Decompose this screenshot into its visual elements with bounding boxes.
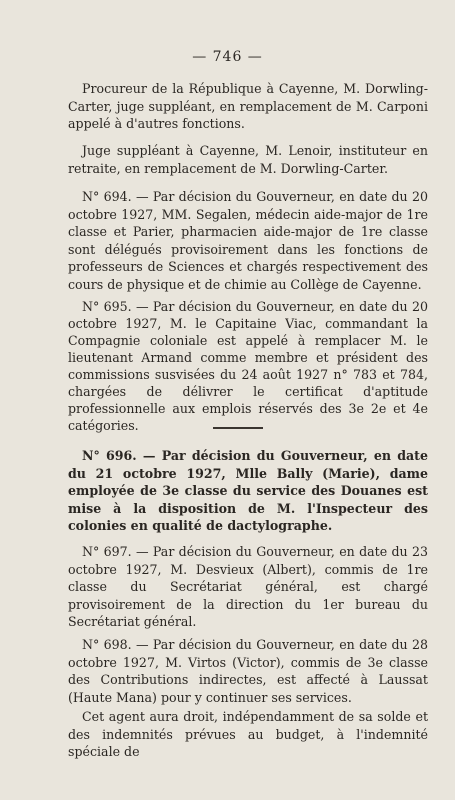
paragraph-decision-697: N° 697. — Par décision du Gouverneur, en date du 23 octobre 1927, M. Desvieux (Albert), commis de 1re classe du Secrétariat général, est chargé provisoirement de la direction du 1er bureau du Secrétariat général. <box>68 544 428 629</box>
paragraph-juge-suppleant: Juge suppléant à Cayenne, M. Lenoir, instituteur en retraite, en remplacement de M. Dorwling-Carter. <box>68 143 428 176</box>
section-divider <box>213 427 263 429</box>
paragraph-decision-696: N° 696. — Par décision du Gouverneur, en date du 21 octobre 1927, Mlle Bally (Marie), dame employée de 3e classe du service des Douanes est mise à la disposition de M. l'Inspecteur des colonies en qualité de dactylographe. <box>68 448 428 533</box>
paragraph-procureur: Procureur de la République à Cayenne, M. Dorwling-Carter, juge suppléant, en remplacement de M. Carponi appelé à d'autres fonctions. <box>68 81 428 131</box>
page-number: — 746 — <box>192 49 263 65</box>
paragraph-indemnite: Cet agent aura droit, indépendamment de sa solde et des indemnités prévues au budget, à l'indemnité spéciale de <box>68 709 428 759</box>
paragraph-decision-695: N° 695. — Par décision du Gouverneur, en date du 20 octobre 1927, M. le Capitaine Viac, commandant la Compagnie coloniale est appelé à remplacer M. le lieutenant Armand comme membre et président des commissions susvisées du 24 août 1927 n° 783 et 784, chargées de délivrer le certificat d'aptitude professionnelle aux emplois réservés des 3e 2e et 4e catégories. <box>68 299 428 433</box>
paragraph-decision-694: N° 694. — Par décision du Gouverneur, en date du 20 octobre 1927, MM. Segalen, médecin aide-major de 1re classe et Parier, pharmacien aide-major de 1re classe sont délégués provisoirement dans les fonctions de professeurs de Sciences et chargés respectivement des cours de physique et de chimie au Collège de Cayenne. <box>68 189 428 292</box>
paragraph-decision-698: N° 698. — Par décision du Gouverneur, en date du 28 octobre 1927, M. Virtos (Victor), commis de 3e classe des Contributions indirectes, est affecté à Laussat (Haute Mana) pour y continuer ses services. <box>68 637 428 705</box>
